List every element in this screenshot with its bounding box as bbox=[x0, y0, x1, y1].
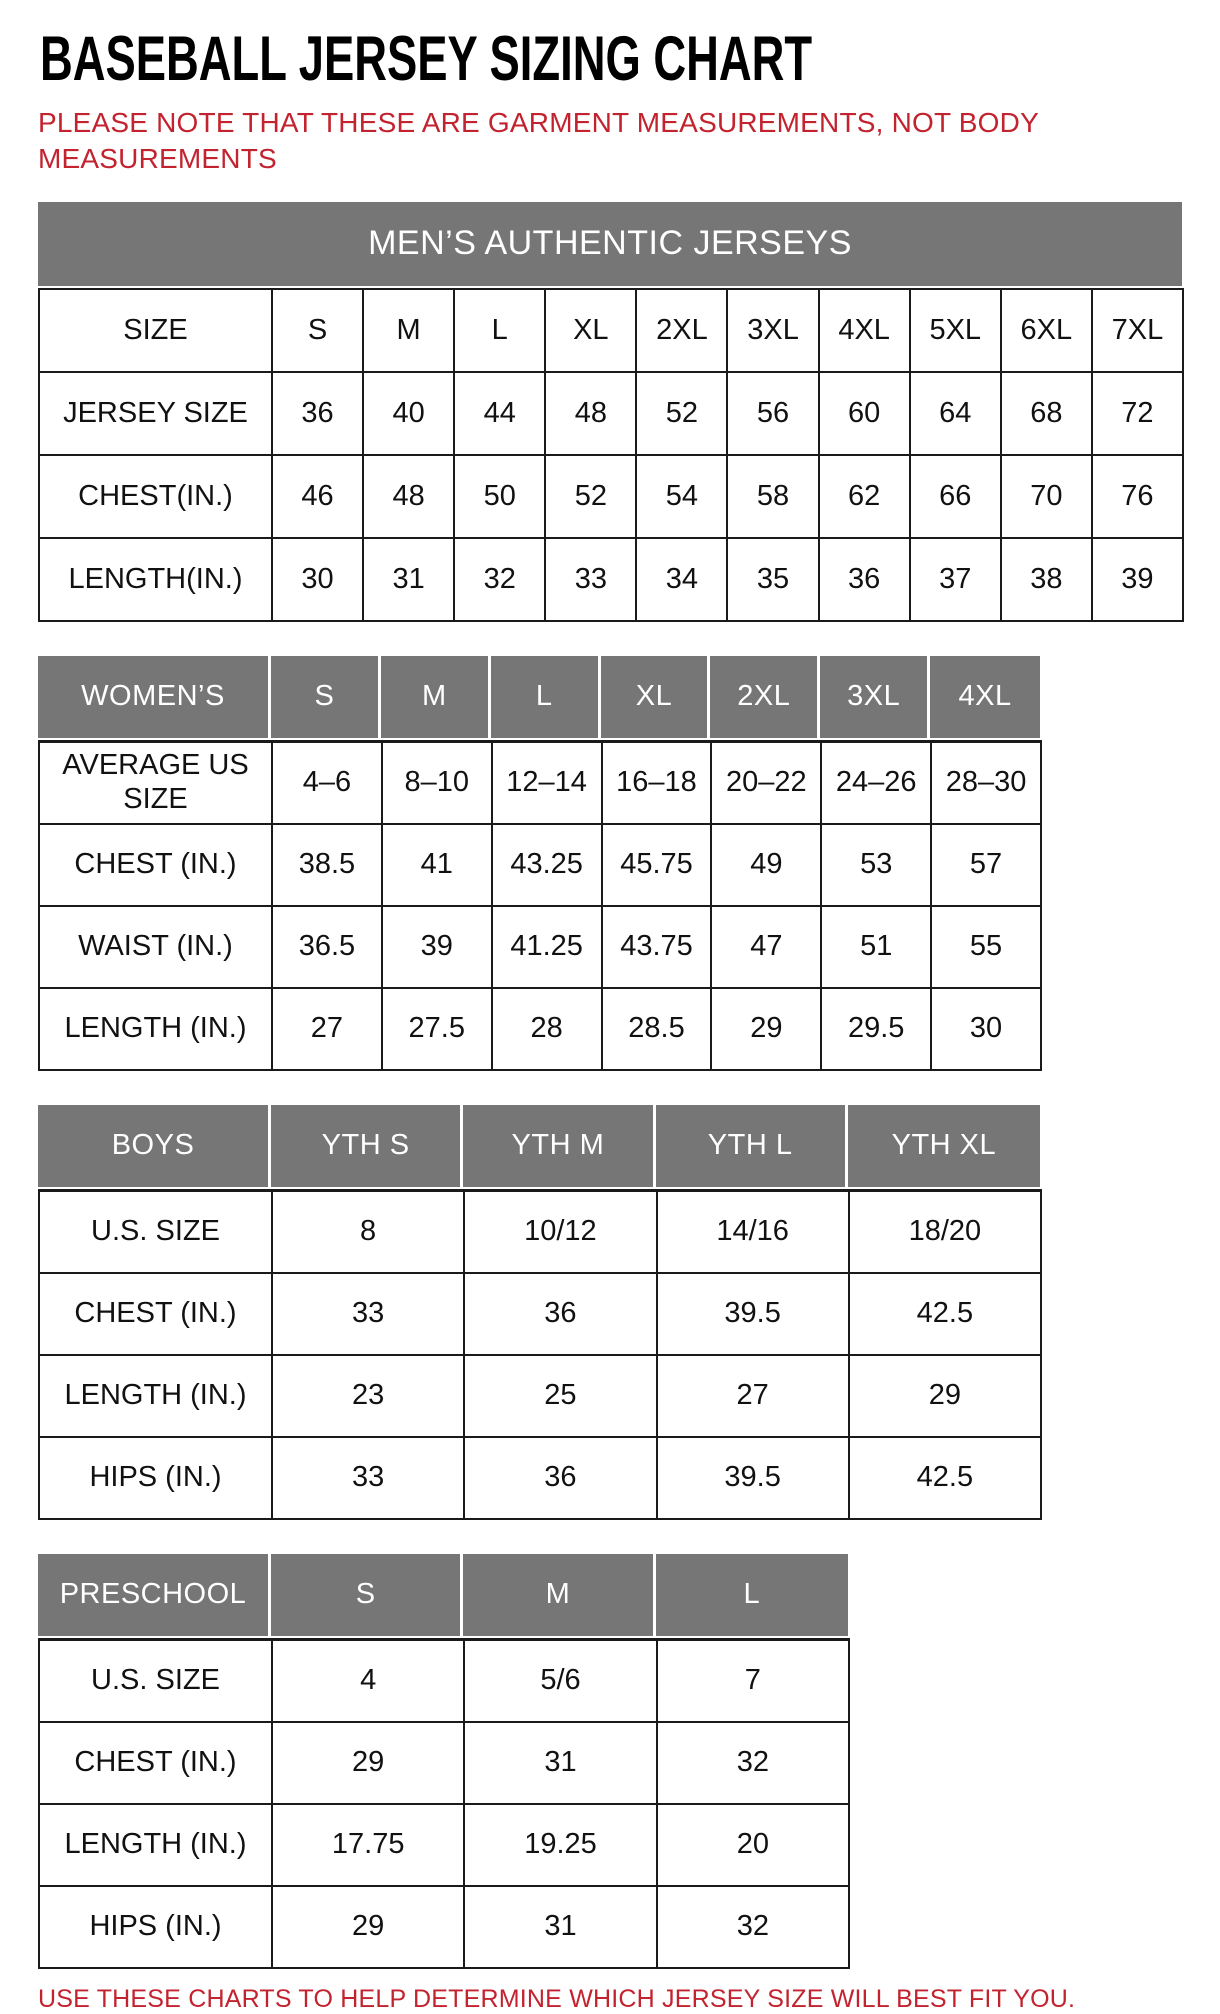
preschool-table-grid bbox=[38, 1638, 850, 1969]
womens-jerseys-table bbox=[38, 656, 1200, 1071]
womens-value-cell: 43.75 bbox=[603, 907, 713, 989]
boys-table-grid bbox=[38, 1189, 1042, 1520]
womens-value-cell: 28.5 bbox=[603, 989, 713, 1071]
boys-row-label: U.S. SIZE bbox=[40, 1192, 273, 1274]
womens-value-cell: 4–6 bbox=[273, 743, 383, 825]
preschool-row-label: HIPS (IN.) bbox=[40, 1887, 273, 1969]
boys-value-cell: 39.5 bbox=[658, 1438, 850, 1520]
mens-value-cell: 50 bbox=[455, 456, 546, 539]
womens-value-cell: 28–30 bbox=[932, 743, 1042, 825]
boys-value-cell: 27 bbox=[658, 1356, 850, 1438]
womens-value-cell: 53 bbox=[822, 825, 932, 907]
womens-value-cell: 27.5 bbox=[383, 989, 493, 1071]
womens-row-label: WAIST (IN.) bbox=[40, 907, 273, 989]
mens-value-cell: 54 bbox=[637, 456, 728, 539]
preschool-column-header: S bbox=[271, 1554, 463, 1636]
preschool-row-label: CHEST (IN.) bbox=[40, 1723, 273, 1805]
mens-value-cell: 3XL bbox=[728, 290, 819, 373]
boys-value-cell: 25 bbox=[465, 1356, 657, 1438]
preschool-value-cell: 7 bbox=[658, 1641, 850, 1723]
mens-value-cell: 48 bbox=[546, 373, 637, 456]
mens-value-cell: 68 bbox=[1002, 373, 1093, 456]
mens-value-cell: 5XL bbox=[911, 290, 1002, 373]
mens-value-cell: 44 bbox=[455, 373, 546, 456]
womens-value-cell: 29.5 bbox=[822, 989, 932, 1071]
boys-value-cell: 29 bbox=[850, 1356, 1042, 1438]
womens-column-header: M bbox=[381, 656, 491, 738]
preschool-value-cell: 4 bbox=[273, 1641, 465, 1723]
mens-table-banner: MEN’S AUTHENTIC JERSEYS bbox=[38, 202, 1182, 286]
womens-column-header: L bbox=[491, 656, 601, 738]
mens-row-label: JERSEY SIZE bbox=[40, 373, 273, 456]
womens-value-cell: 47 bbox=[712, 907, 822, 989]
womens-value-cell: 41 bbox=[383, 825, 493, 907]
womens-value-cell: 12–14 bbox=[493, 743, 603, 825]
womens-table-header-row bbox=[38, 656, 1040, 738]
womens-value-cell: 30 bbox=[932, 989, 1042, 1071]
mens-authentic-jerseys-table bbox=[38, 202, 1200, 622]
boys-row-label: LENGTH (IN.) bbox=[40, 1356, 273, 1438]
womens-value-cell: 49 bbox=[712, 825, 822, 907]
boys-table-header-row bbox=[38, 1105, 1040, 1187]
boys-row-label: HIPS (IN.) bbox=[40, 1438, 273, 1520]
womens-header-label: WOMEN’S bbox=[38, 656, 271, 738]
boys-column-header: YTH S bbox=[271, 1105, 463, 1187]
womens-value-cell: 24–26 bbox=[822, 743, 932, 825]
womens-value-cell: 45.75 bbox=[603, 825, 713, 907]
womens-value-cell: 38.5 bbox=[273, 825, 383, 907]
preschool-header-label: PRESCHOOL bbox=[38, 1554, 271, 1636]
preschool-value-cell: 31 bbox=[465, 1723, 657, 1805]
mens-value-cell: 4XL bbox=[820, 290, 911, 373]
preschool-column-header: M bbox=[463, 1554, 655, 1636]
mens-value-cell: 6XL bbox=[1002, 290, 1093, 373]
womens-value-cell: 20–22 bbox=[712, 743, 822, 825]
preschool-value-cell: 5/6 bbox=[465, 1641, 657, 1723]
preschool-value-cell: 31 bbox=[465, 1887, 657, 1969]
mens-value-cell: 52 bbox=[637, 373, 728, 456]
preschool-value-cell: 32 bbox=[658, 1723, 850, 1805]
womens-column-header: 3XL bbox=[820, 656, 930, 738]
mens-value-cell: XL bbox=[546, 290, 637, 373]
mens-value-cell: 33 bbox=[546, 539, 637, 622]
mens-value-cell: 2XL bbox=[637, 290, 728, 373]
boys-header-label: BOYS bbox=[38, 1105, 271, 1187]
mens-value-cell: 70 bbox=[1002, 456, 1093, 539]
boys-value-cell: 18/20 bbox=[850, 1192, 1042, 1274]
boys-value-cell: 42.5 bbox=[850, 1274, 1042, 1356]
preschool-column-header: L bbox=[656, 1554, 848, 1636]
mens-value-cell: L bbox=[455, 290, 546, 373]
mens-value-cell: 72 bbox=[1093, 373, 1184, 456]
preschool-row-label: U.S. SIZE bbox=[40, 1641, 273, 1723]
mens-value-cell: 35 bbox=[728, 539, 819, 622]
boys-value-cell: 23 bbox=[273, 1356, 465, 1438]
mens-value-cell: 40 bbox=[364, 373, 455, 456]
mens-value-cell: 36 bbox=[820, 539, 911, 622]
boys-value-cell: 39.5 bbox=[658, 1274, 850, 1356]
mens-value-cell: 36 bbox=[273, 373, 364, 456]
boys-value-cell: 42.5 bbox=[850, 1438, 1042, 1520]
mens-value-cell: 38 bbox=[1002, 539, 1093, 622]
womens-value-cell: 57 bbox=[932, 825, 1042, 907]
womens-value-cell: 43.25 bbox=[493, 825, 603, 907]
womens-value-cell: 8–10 bbox=[383, 743, 493, 825]
boys-jerseys-table bbox=[38, 1105, 1200, 1520]
boys-value-cell: 33 bbox=[273, 1438, 465, 1520]
mens-value-cell: 37 bbox=[911, 539, 1002, 622]
preschool-value-cell: 29 bbox=[273, 1887, 465, 1969]
mens-value-cell: 56 bbox=[728, 373, 819, 456]
mens-value-cell: 58 bbox=[728, 456, 819, 539]
mens-value-cell: 31 bbox=[364, 539, 455, 622]
mens-value-cell: S bbox=[273, 290, 364, 373]
mens-value-cell: 7XL bbox=[1093, 290, 1184, 373]
womens-value-cell: 28 bbox=[493, 989, 603, 1071]
preschool-value-cell: 32 bbox=[658, 1887, 850, 1969]
preschool-value-cell: 17.75 bbox=[273, 1805, 465, 1887]
preschool-value-cell: 29 bbox=[273, 1723, 465, 1805]
preschool-row-label: LENGTH (IN.) bbox=[40, 1805, 273, 1887]
womens-column-header: 4XL bbox=[930, 656, 1040, 738]
boys-column-header: YTH M bbox=[463, 1105, 655, 1187]
womens-value-cell: 16–18 bbox=[603, 743, 713, 825]
womens-table-grid bbox=[38, 740, 1042, 1071]
mens-value-cell: 66 bbox=[911, 456, 1002, 539]
womens-row-label: CHEST (IN.) bbox=[40, 825, 273, 907]
mens-value-cell: 76 bbox=[1093, 456, 1184, 539]
womens-column-header: 2XL bbox=[710, 656, 820, 738]
preschool-value-cell: 20 bbox=[658, 1805, 850, 1887]
fit-advice-footer: USE THESE CHARTS TO HELP DETERMINE WHICH JERSEY SIZE WILL BEST FIT YOU. bbox=[38, 1984, 1076, 2013]
womens-value-cell: 29 bbox=[712, 989, 822, 1071]
boys-row-label: CHEST (IN.) bbox=[40, 1274, 273, 1356]
mens-table-grid bbox=[38, 288, 1184, 622]
boys-value-cell: 14/16 bbox=[658, 1192, 850, 1274]
preschool-jerseys-table bbox=[38, 1554, 1200, 1969]
mens-value-cell: 48 bbox=[364, 456, 455, 539]
boys-value-cell: 10/12 bbox=[465, 1192, 657, 1274]
mens-value-cell: 52 bbox=[546, 456, 637, 539]
womens-value-cell: 55 bbox=[932, 907, 1042, 989]
boys-column-header: YTH L bbox=[656, 1105, 848, 1187]
mens-value-cell: 34 bbox=[637, 539, 728, 622]
womens-value-cell: 41.25 bbox=[493, 907, 603, 989]
mens-value-cell: 39 bbox=[1093, 539, 1184, 622]
womens-value-cell: 36.5 bbox=[273, 907, 383, 989]
boys-value-cell: 36 bbox=[465, 1274, 657, 1356]
mens-row-label: SIZE bbox=[40, 290, 273, 373]
mens-value-cell: 64 bbox=[911, 373, 1002, 456]
mens-value-cell: 30 bbox=[273, 539, 364, 622]
womens-value-cell: 39 bbox=[383, 907, 493, 989]
boys-column-header: YTH XL bbox=[848, 1105, 1040, 1187]
womens-row-label: LENGTH (IN.) bbox=[40, 989, 273, 1071]
boys-value-cell: 33 bbox=[273, 1274, 465, 1356]
page-title: BASEBALL JERSEY SIZING CHART bbox=[40, 24, 813, 94]
preschool-value-cell: 19.25 bbox=[465, 1805, 657, 1887]
womens-value-cell: 27 bbox=[273, 989, 383, 1071]
boys-value-cell: 36 bbox=[465, 1438, 657, 1520]
womens-value-cell: 51 bbox=[822, 907, 932, 989]
boys-value-cell: 8 bbox=[273, 1192, 465, 1274]
mens-value-cell: 32 bbox=[455, 539, 546, 622]
garment-measurement-note: PLEASE NOTE THAT THESE ARE GARMENT MEASUREMENTS, NOT BODY MEASUREMENTS bbox=[38, 107, 1039, 175]
womens-column-header: XL bbox=[601, 656, 711, 738]
mens-value-cell: 60 bbox=[820, 373, 911, 456]
womens-row-label: AVERAGE US SIZE bbox=[40, 743, 273, 825]
mens-value-cell: 46 bbox=[273, 456, 364, 539]
mens-row-label: LENGTH(IN.) bbox=[40, 539, 273, 622]
womens-column-header: S bbox=[271, 656, 381, 738]
mens-value-cell: 62 bbox=[820, 456, 911, 539]
mens-row-label: CHEST(IN.) bbox=[40, 456, 273, 539]
mens-value-cell: M bbox=[364, 290, 455, 373]
preschool-table-header-row bbox=[38, 1554, 848, 1636]
